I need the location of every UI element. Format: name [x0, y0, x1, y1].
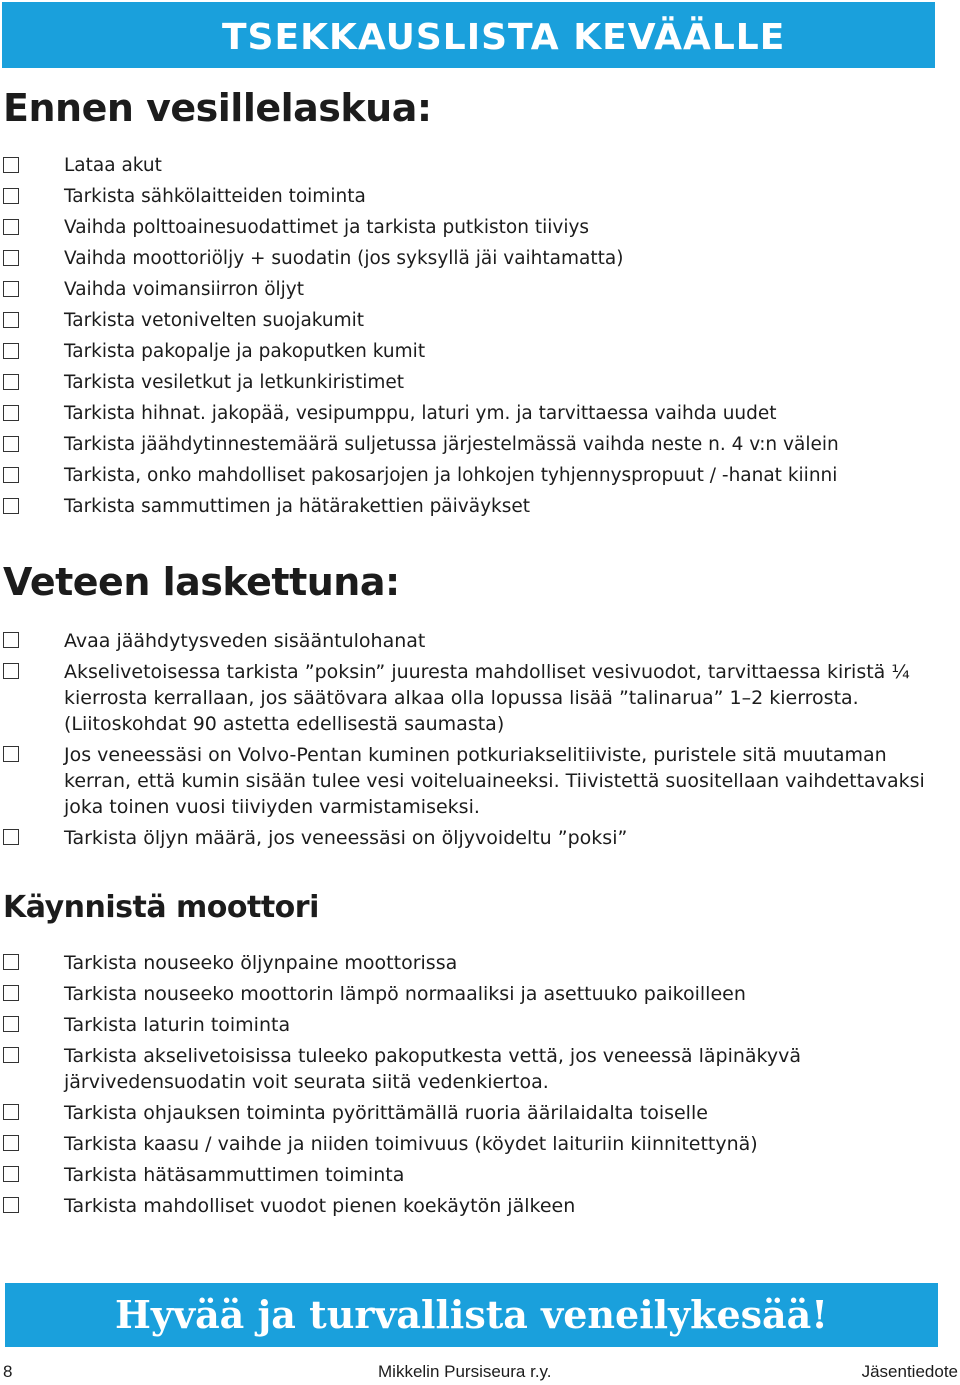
- checklist-item: [0, 981, 940, 1007]
- checkbox[interactable]: [3, 829, 19, 845]
- checklist-before-launch: [0, 153, 940, 525]
- checklist-item: [0, 184, 940, 215]
- checklist-item: [0, 153, 940, 184]
- checkbox[interactable]: [3, 663, 19, 679]
- checklist-item-text: Tarkista nouseeko öljynpaine moottorissa: [64, 952, 458, 974]
- checklist-item: [0, 1162, 940, 1188]
- section-heading-in-water: Veteen laskettuna:: [3, 560, 400, 604]
- checkbox[interactable]: [3, 281, 19, 297]
- checklist-item-text: Tarkista ohjauksen toiminta pyörittämällä ruoria äärilaidalta toiselle: [64, 1102, 708, 1124]
- footer-publication: Jäsentiedote: [861, 1362, 958, 1381]
- checklist-item: [0, 1100, 940, 1126]
- checklist-item-text: Tarkista mahdolliset vuodot pienen koekäytön jälkeen: [64, 1195, 576, 1217]
- checklist-item: [0, 659, 940, 737]
- checkbox[interactable]: [3, 1104, 19, 1120]
- checklist-item-text: Tarkista hihnat. jakopää, vesipumppu, laturi ym. ja tarvittaessa vaihda uudet: [64, 403, 777, 424]
- page-title: TSEKKAUSLISTA KEVÄÄLLE: [222, 17, 786, 58]
- checkbox[interactable]: [3, 1197, 19, 1213]
- checkbox[interactable]: [3, 498, 19, 514]
- checkbox[interactable]: [3, 250, 19, 266]
- checkbox[interactable]: [3, 467, 19, 483]
- checklist-item-text: Vaihda moottoriöljy + suodatin (jos syksyllä jäi vaihtamatta): [64, 248, 624, 269]
- checklist-item: [0, 215, 940, 246]
- checklist-item: [0, 463, 940, 494]
- checklist-item: [0, 1043, 940, 1095]
- checkbox[interactable]: [3, 405, 19, 421]
- checkbox[interactable]: [3, 1016, 19, 1032]
- checklist-item: [0, 370, 940, 401]
- checklist-item-text: Tarkista pakopalje ja pakoputken kumit: [64, 341, 426, 362]
- checklist-item-text: Vaihda voimansiirron öljyt: [64, 279, 304, 300]
- checklist-item-text: Tarkista hätäsammuttimen toiminta: [64, 1164, 405, 1186]
- checklist-item: [0, 494, 940, 525]
- checklist-item: [0, 277, 940, 308]
- checkbox[interactable]: [3, 954, 19, 970]
- checklist-item-text: Tarkista nouseeko moottorin lämpö normaaliksi ja asettuuko paikoilleen: [64, 983, 746, 1005]
- checklist-item-text: Tarkista vesiletkut ja letkunkiristimet: [64, 372, 405, 393]
- checkbox[interactable]: [3, 985, 19, 1001]
- checklist-item: [0, 1012, 940, 1038]
- checklist-item-text: Tarkista jäähdytinnestemäärä suljetussa järjestelmässä vaihda neste n. 4 v:n välein: [64, 434, 839, 455]
- checklist-item-text: Jos veneessäsi on Volvo-Pentan kuminen potkuriakselitiiviste, puristele sitä muutaman kerran, että kumin sisään tulee vesi voiteluaineeksi. Tiivistettä suositellaan vaihdettavaksi joka toinen vuosi tiiviyden varmistamiseksi.: [64, 744, 925, 818]
- checkbox[interactable]: [3, 157, 19, 173]
- checkbox[interactable]: [3, 1166, 19, 1182]
- checklist-item-text: Tarkista, onko mahdolliset pakosarjojen ja lohkojen tyhjennyspropuut / -hanat kiinni: [64, 465, 838, 486]
- checklist-item-text: Vaihda polttoainesuodattimet ja tarkista putkiston tiiviys: [64, 217, 590, 238]
- slogan-banner: [5, 1283, 938, 1347]
- checklist-in-water: [0, 628, 940, 856]
- checkbox[interactable]: [3, 1135, 19, 1151]
- checklist-item: [0, 246, 940, 277]
- checklist-item: [0, 401, 940, 432]
- checkbox[interactable]: [3, 312, 19, 328]
- checkbox[interactable]: [3, 343, 19, 359]
- checklist-item: [0, 950, 940, 976]
- checkbox[interactable]: [3, 632, 19, 648]
- checklist-item: [0, 1131, 940, 1157]
- checklist-item: [0, 1193, 940, 1219]
- checklist-item: [0, 339, 940, 370]
- checklist-item-text: Avaa jäähdytysveden sisääntulohanat: [64, 630, 426, 652]
- checklist-item-text: Tarkista kaasu / vaihde ja niiden toimivuus (köydet laituriin kiinnitettynä): [64, 1133, 758, 1155]
- checkbox[interactable]: [3, 436, 19, 452]
- checklist-item: [0, 308, 940, 339]
- footer-organization: Mikkelin Pursiseura r.y.: [378, 1362, 552, 1381]
- page-number: 8: [3, 1362, 13, 1381]
- checklist-item: [0, 628, 940, 654]
- checkbox[interactable]: [3, 374, 19, 390]
- checklist-item-text: Akselivetoisessa tarkista ”poksin” juuresta mahdolliset vesivuodot, tarvittaessa kiristä ¼ kierrosta kerrallaan, jos säätövara alkaa olla lopussa lisää ”talinarua” 1–2 kierrosta. (Liitoskohdat 90 astetta edellisestä saumasta): [64, 661, 910, 735]
- checklist-item-text: Lataa akut: [64, 155, 162, 176]
- checklist-item-text: Tarkista sammuttimen ja hätärakettien päiväykset: [64, 496, 531, 517]
- checklist-item-text: Tarkista laturin toiminta: [64, 1014, 291, 1036]
- checkbox[interactable]: [3, 188, 19, 204]
- checklist-item: [0, 432, 940, 463]
- checklist-item: [0, 742, 940, 820]
- checklist-item-text: Tarkista vetonivelten suojakumit: [64, 310, 365, 331]
- header-banner: [2, 2, 935, 68]
- checkbox[interactable]: [3, 1047, 19, 1063]
- checklist-item-text: Tarkista sähkölaitteiden toiminta: [64, 186, 366, 207]
- checkbox[interactable]: [3, 746, 19, 762]
- checklist-item-text: Tarkista akselivetoisissa tuleeko pakoputkesta vettä, jos veneessä läpinäkyvä järvivedensuodatin voit seurata siitä vedenkiertoa.: [64, 1045, 801, 1093]
- slogan-text: Hyvää ja turvallista veneilykesää!: [115, 1292, 828, 1337]
- checklist-item: [0, 825, 940, 851]
- section-heading-start-engine: Käynnistä moottori: [3, 890, 319, 925]
- checkbox[interactable]: [3, 219, 19, 235]
- section-heading-before-launch: Ennen vesillelaskua:: [3, 86, 432, 130]
- checklist-item-text: Tarkista öljyn määrä, jos veneessäsi on öljyvoideltu ”poksi”: [64, 827, 628, 849]
- checklist-start-engine: [0, 950, 940, 1224]
